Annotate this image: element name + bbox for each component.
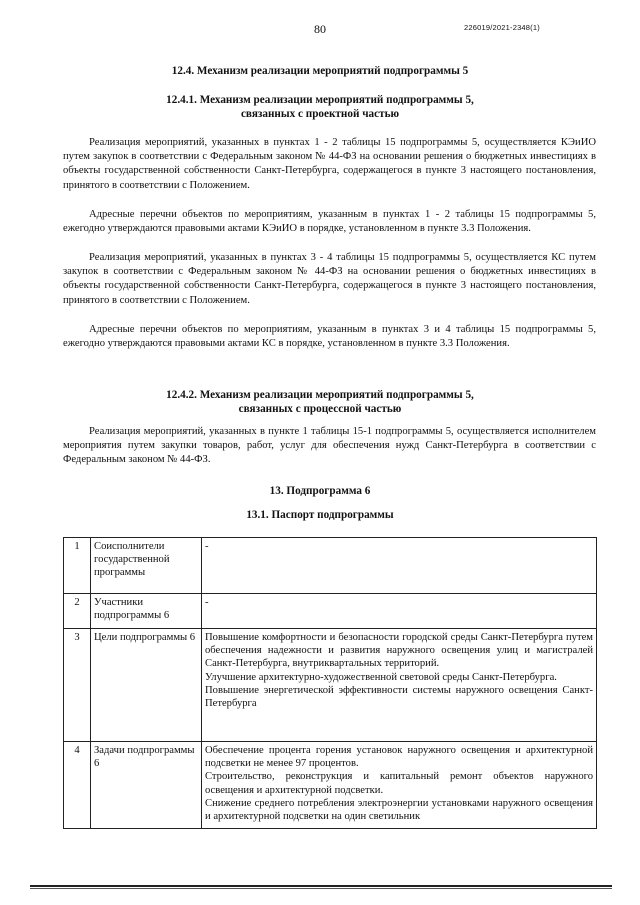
heading-13-1: 13.1. Паспорт подпрограммы bbox=[246, 509, 394, 521]
row-content bbox=[202, 538, 597, 594]
row-content-line: Обеспечение процента горения установок наружного освещения и архитектурной подсветки не менее 97 процентов. bbox=[205, 745, 593, 770]
heading-12-4-1-line1: 12.4.1. Механизм реализации мероприятий подпрограммы 5, bbox=[166, 94, 474, 106]
table-row bbox=[64, 594, 597, 629]
table-row bbox=[64, 742, 597, 829]
row-content bbox=[202, 594, 597, 629]
paragraph-3: Реализация мероприятий, указанных в пунктах 3 - 4 таблицы 15 подпрограммы 5, осуществляется КС путем закупок в соответствии с Федеральным законом № 44-ФЗ на основании решения о бюджетных инвестициях в объекты государственной собственности Санкт-Петербурга, содержащегося в пункте 3 настоящего постановления, принятого в соответствии с Положением. bbox=[63, 252, 596, 306]
row-content bbox=[202, 629, 597, 742]
heading-13: 13. Подпрограмма 6 bbox=[269, 485, 371, 497]
table-row bbox=[64, 538, 597, 594]
heading-12-4-1-line2: связанных с проектной частью bbox=[240, 107, 400, 120]
row-number: 1 bbox=[64, 538, 91, 594]
row-content-line: Улучшение архитектурно-художественной световой среды Санкт-Петербурга. bbox=[205, 671, 557, 683]
row-number: 3 bbox=[64, 629, 91, 742]
paragraph-5: Реализация мероприятий, указанных в пункте 1 таблицы 15-1 подпрограммы 5, осуществляется исполнителем мероприятия путем закупки товаров, работ, услуг для обеспечения нужд Санкт-Петербурга в соответствии с Федеральным законом № 44-ФЗ. bbox=[63, 426, 596, 466]
row-content-line: - bbox=[205, 541, 209, 552]
paragraph-1: Реализация мероприятий, указанных в пунктах 1 - 2 таблицы 15 подпрограммы 5, осуществляется КЭиИО путем закупок в соответствии с Федеральным законом № 44-ФЗ на основании решения о бюджетных инвестициях в объекты государственной собственности Санкт-Петербурга, содержащегося в пункте 3 настоящего постановления, принятого в соответствии с Положением. bbox=[63, 137, 596, 191]
row-name: Участники подпрограммы 6 bbox=[91, 594, 202, 629]
row-number: 2 bbox=[64, 594, 91, 629]
heading-12-4-2-line2: связанных с процессной частью bbox=[238, 402, 402, 415]
row-content bbox=[202, 742, 597, 829]
row-content-line: Повышение энергетической эффективности системы наружного освещения Санкт-Петербурга bbox=[205, 684, 593, 710]
paragraph-4: Адресные перечни объектов по мероприятиям, указанным в пунктах 3 и 4 таблицы 15 подпрограммы 5, ежегодно утверждаются правовыми актами КС в порядке, установленном в пункте 3.3 Положения. bbox=[63, 324, 596, 350]
footer-divider-secondary bbox=[30, 888, 612, 889]
heading-12-4: 12.4. Механизм реализации мероприятий подпрограммы 5 bbox=[171, 65, 469, 77]
page-number: 80 bbox=[314, 22, 326, 36]
footer-divider bbox=[30, 885, 612, 887]
passport-table bbox=[63, 537, 597, 829]
row-content-line: Строительство, реконструкция и капитальный ремонт объектов наружного освещения и архитектурной подсветки. bbox=[205, 771, 593, 796]
document-code: 226019/2021-2348(1) bbox=[464, 23, 540, 32]
row-content-line: Снижение среднего потребления электроэнергии установками наружного освещения и архитектурной подсветки на один светильник bbox=[205, 797, 593, 823]
heading-12-4-2 bbox=[0, 389, 640, 416]
row-name: Задачи подпрограммы 6 bbox=[91, 742, 202, 829]
heading-12-4-1 bbox=[0, 94, 640, 121]
heading-12-4-2-line1: 12.4.2. Механизм реализации мероприятий подпрограммы 5, bbox=[166, 389, 474, 401]
table-row bbox=[64, 629, 597, 742]
paragraph-2: Адресные перечни объектов по мероприятиям, указанным в пунктах 1 - 2 таблицы 15 подпрограммы 5, ежегодно утверждаются правовыми актами КЭиИО в порядке, установленном в пункте 3.3 Положения. bbox=[63, 209, 596, 235]
row-content-line: Повышение комфортности и безопасности городской среды Санкт-Петербурга путем обеспечения надежности и развития наружного освещения улиц и магистралей Санкт-Петербурга, внутриквартальных территорий. bbox=[205, 632, 593, 670]
row-name: Цели подпрограммы 6 bbox=[91, 629, 202, 742]
row-name: Соисполнители государственной программы bbox=[91, 538, 202, 594]
row-content-line: - bbox=[205, 597, 209, 608]
row-number: 4 bbox=[64, 742, 91, 829]
